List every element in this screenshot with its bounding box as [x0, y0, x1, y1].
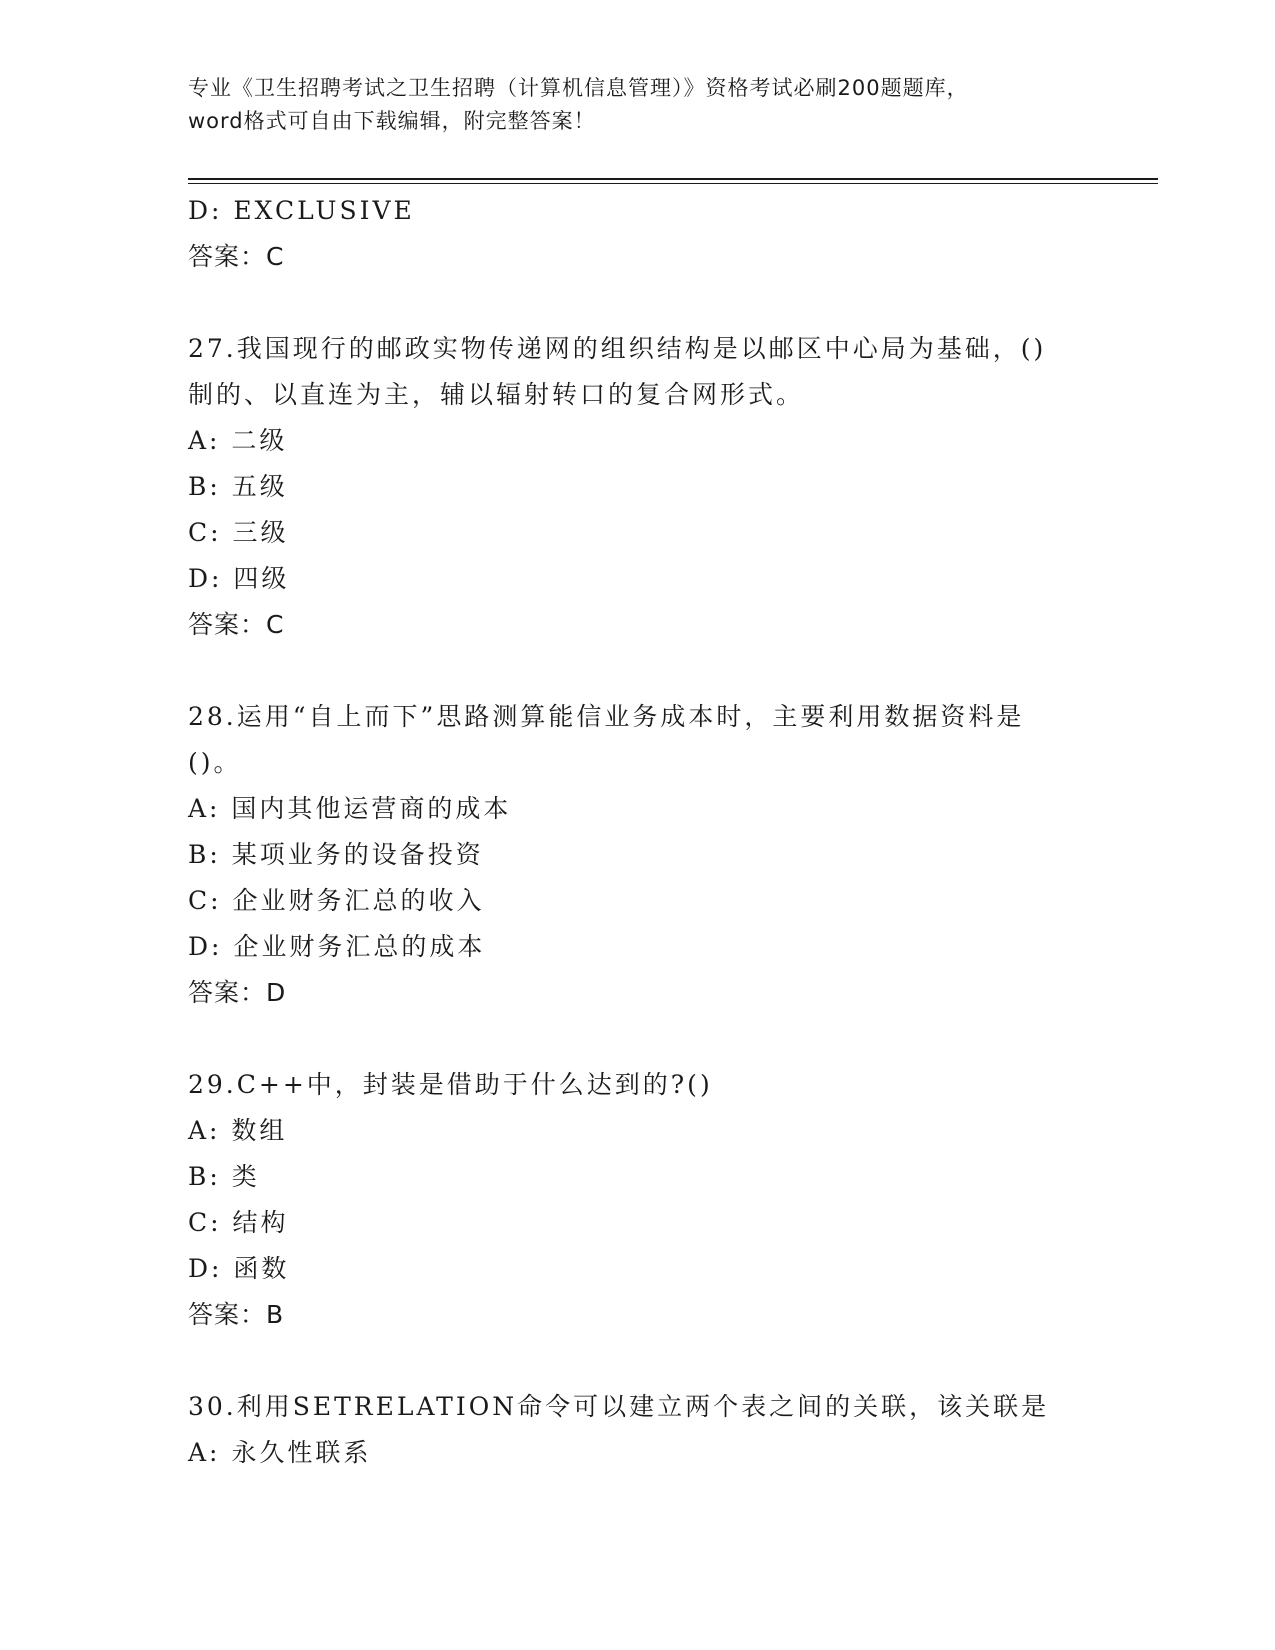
answer-line: 答案：D	[188, 978, 287, 1007]
option-d: D: 四级	[188, 564, 290, 593]
answer-line: 答案：C	[188, 242, 285, 271]
question-28	[188, 694, 1148, 1016]
question-stem-continued: ()。	[188, 748, 242, 777]
spacer	[188, 648, 1148, 694]
option-a: A: 永久性联系	[188, 1438, 372, 1467]
option-b: B: 类	[188, 1162, 260, 1191]
question-list	[188, 188, 1148, 1476]
question-stem: 29.C++中，封装是借助于什么达到的?()	[188, 1070, 713, 1099]
option-a: A: 二级	[188, 426, 288, 455]
header-line-1: 专业《卫生招聘考试之卫生招聘（计算机信息管理）》资格考试必刷200题题库，	[188, 76, 969, 100]
question-stem-continued: 制的、以直连为主，辅以辐射转口的复合网形式。	[188, 380, 805, 409]
question-27	[188, 326, 1148, 648]
answer-line: 答案：C	[188, 610, 285, 639]
option-c: C: 三级	[188, 518, 289, 547]
question-stem: 28.运用“自上而下”思路测算能信业务成本时，主要利用数据资料是	[188, 702, 1025, 731]
option-d: D: EXCLUSIVE	[188, 196, 415, 225]
spacer	[188, 1338, 1148, 1384]
spacer	[188, 1016, 1148, 1062]
option-a: A: 数组	[188, 1116, 288, 1145]
question-30	[188, 1384, 1148, 1476]
option-a: A: 国内其他运营商的成本	[188, 794, 512, 823]
header-divider-thick	[188, 178, 1158, 180]
option-b: B: 某项业务的设备投资	[188, 840, 484, 869]
option-d: D: 函数	[188, 1254, 290, 1283]
option-c: C: 结构	[188, 1208, 289, 1237]
question-stem: 27.我国现行的邮政实物传递网的组织结构是以邮区中心局为基础，()	[188, 334, 1047, 363]
header-line-2: word格式可自由下载编辑，附完整答案！	[188, 109, 596, 133]
question-29	[188, 1062, 1148, 1338]
document-header	[188, 72, 1088, 138]
question-stem: 30.利用SETRELATION命令可以建立两个表之间的关联，该关联是	[188, 1392, 1050, 1421]
option-b: B: 五级	[188, 472, 288, 501]
option-c: C: 企业财务汇总的收入	[188, 886, 485, 915]
spacer	[188, 280, 1148, 326]
header-divider-thin	[188, 183, 1158, 184]
answer-line: 答案：B	[188, 1300, 285, 1329]
option-d: D: 企业财务汇总的成本	[188, 932, 486, 961]
